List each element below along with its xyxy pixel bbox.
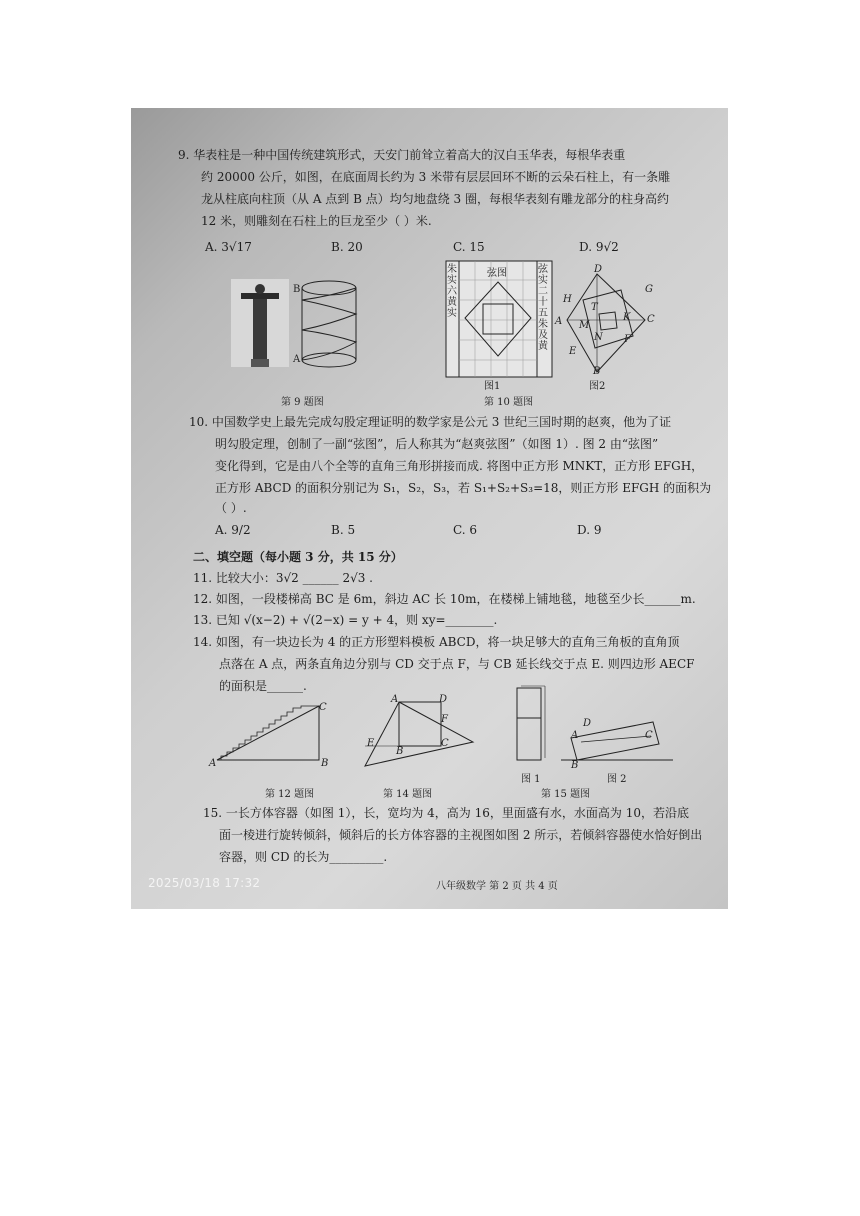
document-photo [131, 108, 728, 909]
huabiao-photo [231, 279, 289, 367]
square-triangle-figure [363, 694, 475, 780]
fig14-pt-a: A [391, 694, 399, 705]
photo-timestamp: 2025/03/18 17:32 [148, 876, 261, 890]
fig12-pt-a: A [209, 758, 217, 769]
fig12-pt-c: C [319, 702, 327, 713]
fig9-point-a: A [293, 354, 301, 365]
fig15-pt-b: B [571, 760, 579, 771]
q10-option-c: C. 6 [453, 523, 478, 537]
section-fill-in-heading: 二、填空题（每小题 3 分，共 15 分） [193, 550, 403, 564]
q9-option-a: A. 3√17 [205, 240, 252, 254]
q9-option-c: C. 15 [453, 240, 485, 254]
q10-option-b: B. 5 [331, 523, 356, 537]
fig10-pt-m: M [579, 320, 590, 331]
fig10-fig2-label: 图2 [589, 381, 606, 392]
staircase-figure [211, 700, 331, 768]
q9-line3: 龙从柱底向柱顶（从 A 点到 B 点）均匀地盘绕 3 圈，每根华表刻有雕龙部分的柱身高约 [201, 192, 670, 206]
q9-line4: 12 米，则雕刻在石柱上的巨龙至少（ ）米. [201, 214, 432, 228]
fig10-pt-a: A [555, 316, 563, 327]
q15-line1: 15. 一长方体容器（如图 1），长，宽均为 4，高为 16，里面盛有水，水面高为 10，若沿底 [203, 806, 689, 820]
fig15-fig1-label: 图 1 [521, 774, 541, 785]
q10-line3: 变化得到，它是由八个全等的直角三角形拼接而成. 将图中正方形 MNKT，正方形 EFGH， [215, 459, 704, 473]
cylinder-figure [291, 276, 363, 370]
fig10-caption: 第 10 题图 [484, 397, 534, 408]
q14-line2: 点落在 A 点，两条直角边分别与 CD 交于点 F，与 CB 延长线交于点 E. 则四边形 AECF [219, 657, 695, 671]
fig14-pt-d: D [439, 694, 448, 705]
fig15-fig2-label: 图 2 [607, 774, 627, 785]
fig14-pt-f: F [441, 714, 448, 725]
q9-option-b: B. 20 [331, 240, 363, 254]
fig10-pt-d: D [594, 264, 603, 275]
huabiao-pillar-image [231, 279, 289, 367]
fig10-fig1-label: 图1 [484, 381, 501, 392]
q10-line4: 正方形 ABCD 的面积分别记为 S₁，S₂，S₃，若 S₁+S₂+S₃=18，则正方形 EFGH 的面积为 [215, 481, 712, 495]
q12: 12. 如图，一段楼梯高 BC 是 6m，斜边 AC 长 10m，在楼梯上铺地毯，地毯至少长______m. [193, 592, 696, 606]
fig10-col-mid: 弦图 [487, 268, 507, 279]
page-footer: 八年级数学 第 2 页 共 4 页 [436, 881, 558, 892]
q10-line1: 10. 中国数学史上最先完成勾股定理证明的数学家是公元 3 世纪三国时期的赵爽，他为了证 [189, 415, 672, 429]
q10-option-a: A. 9/2 [215, 523, 251, 537]
fig10-pt-b: B [593, 366, 601, 377]
exam-page [131, 108, 728, 909]
fig10-col-right: 弦实二十五朱及黄 [538, 264, 548, 352]
q9-option-d: D. 9√2 [579, 240, 619, 254]
fig10-col-left: 朱实六黄实 [447, 264, 457, 319]
fig15-caption: 第 15 题图 [541, 789, 591, 800]
q13: 13. 已知 √(x−2) + √(2−x) = y + 4，则 xy=________. [193, 613, 498, 627]
fig10-pt-n: N [594, 332, 603, 343]
fig14-caption: 第 14 题图 [383, 789, 433, 800]
fig12-caption: 第 12 题图 [265, 789, 315, 800]
q9-line1: 9. 华表柱是一种中国传统建筑形式，天安门前耸立着高大的汉白玉华表，每根华表重 [178, 148, 626, 162]
fig10-pt-g: G [645, 284, 653, 295]
q15-line2: 面一棱进行旋转倾斜，倾斜后的长方体容器的主视图如图 2 所示，若倾斜容器使水恰好倒出 [219, 828, 703, 842]
fig15-pt-c: C [645, 730, 653, 741]
fig15-pt-a: A [571, 730, 579, 741]
fig10-pt-f: F [624, 334, 631, 345]
q14-line1: 14. 如图，有一块边长为 4 的正方形塑料模板 ABCD，将一块足够大的直角三角板的直角顶 [193, 635, 680, 649]
tilted-container-figure [511, 684, 677, 766]
q11: 11. 比较大小：3√2 ______ 2√3 . [193, 571, 373, 585]
fig10-pt-t: T [591, 302, 598, 313]
xian-tu-figure-2 [563, 268, 655, 386]
fig14-pt-c: C [441, 738, 449, 749]
fig10-pt-e: E [569, 346, 577, 357]
fig10-pt-k: K [623, 312, 631, 323]
fig9-caption: 第 9 题图 [281, 397, 324, 408]
q10-option-d: D. 9 [577, 523, 602, 537]
fig14-pt-e: E [367, 738, 375, 749]
q10-line5: （ ）. [215, 501, 247, 515]
fig14-pt-b: B [396, 746, 404, 757]
fig9-point-b: B [293, 284, 301, 295]
fig15-pt-d: D [583, 718, 592, 729]
q10-line2: 明勾股定理，创制了一副“弦图”，后人称其为“赵爽弦图”（如图 1）. 图 2 由“弦图” [215, 437, 659, 451]
fig12-pt-b: B [321, 758, 329, 769]
fig10-pt-c: C [647, 314, 655, 325]
q9-line2: 约 20000 公斤，如图，在底面周长约为 3 米带有层层回环不断的云朵石柱上，有一条雕 [201, 170, 671, 184]
q14-line3: 的面积是______. [219, 679, 307, 693]
q15-line3: 容器，则 CD 的长为_________. [219, 850, 388, 864]
fig10-pt-h: H [563, 294, 572, 305]
